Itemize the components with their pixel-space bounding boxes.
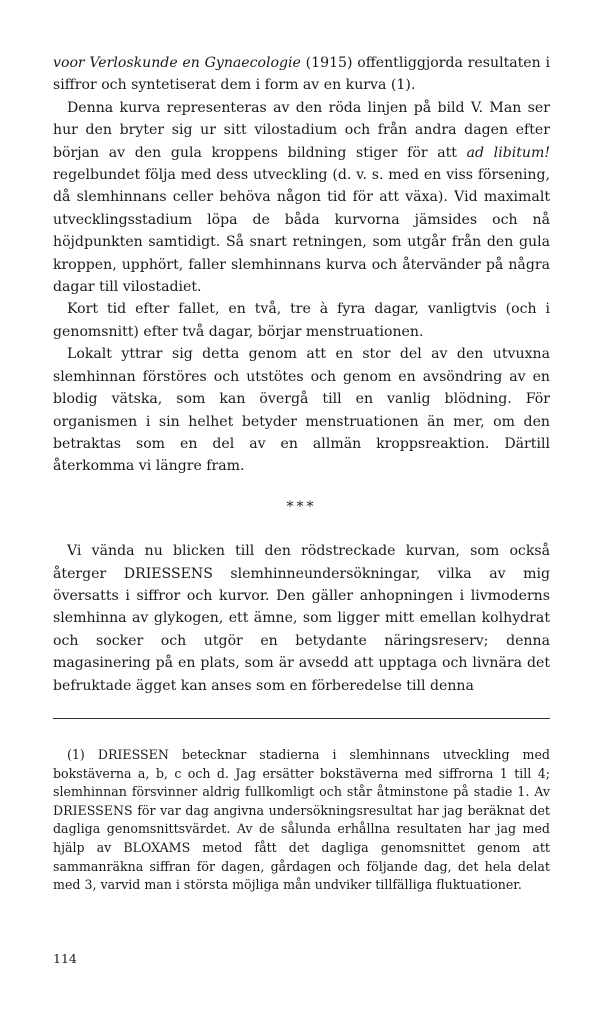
section-separator: *** xyxy=(286,498,317,515)
page-body xyxy=(53,52,550,697)
footnote-text: (1) DRIESSEN betecknar stadierna i slemhinnans utveckling med bokstäverna a, b, c och d. Jag ersätter bokstäverna med siffrorna 1 till 4; slemhinnan försvinner aldrig fullkomligt och står åtminstone på stadie 1. Av DRIESSENS för var dag angivna undersökningsresultat har jag beräknat det dagliga genomsnittsvärdet. Av de sålunda erhållna resultaten har jag med hjälp av BLOXAMS metod fått det dagliga genomsnittet genom att sammanräkna siffran för dagen, gårdagen och följande dag, det hela delat med 3, varvid man i största möjliga mån undviker tillfälliga fluktuationer. xyxy=(53,747,550,893)
paragraph xyxy=(53,540,550,697)
main-text xyxy=(53,52,550,697)
paragraph xyxy=(53,52,550,97)
paragraph xyxy=(53,97,550,299)
italic-phrase: ad libitum! xyxy=(466,144,550,161)
journal-title: voor Verloskunde en Gynaecologie xyxy=(53,55,301,71)
text-span: regelbundet följa med dess utveckling (d. v. s. med en viss försening, då slemhinnans celler behöva någon tid för att växa). Vid maximalt utvecklingsstadium löpa de båda kurvorna jämsides och nå höjdpunkten samtidigt. Så snart retningen, som utgår från den gula kroppen, upphört, faller slemhinnans kurva och återvänder på några dagar till vilostadiet. xyxy=(53,167,550,296)
paragraph xyxy=(53,343,550,477)
text-span: Kort tid efter fallet, en två, tre à fyra dagar, vanligtvis (och i genomsnitt) efter två dagar, börjar menstruationen. xyxy=(53,301,550,340)
text-span: Lokalt yttrar sig detta genom att en stor del av den utvuxna slemhinnan förstöres och utstötes och genom en avsöndring av en blodig vätska, som kan övergå till en vanlig blödning. För organismen i sin helhet betyder menstruationen än mer, om den betraktas som en del av en allmän kroppsreaktion. Därtill återkomma vi längre fram. xyxy=(53,346,550,475)
footnote-divider xyxy=(53,718,550,719)
text-span: (1915) offentliggjorda resultaten i siffror och syntetiserat dem i form av en kurva (1). xyxy=(53,55,550,94)
footnote xyxy=(53,746,550,895)
text-span: Denna kurva representeras av den röda linjen på bild V. Man ser hur den bryter sig ur sitt vilostadium och från andra dagen efter början av den gula kroppens bildning stiger för att xyxy=(53,99,550,161)
text-span: Vi vända nu blicken till den rödstreckade kurvan, som också återger DRIESSENS slemhinneundersökningar, vilka av mig översatts i siffror och kurvor. Den gäller anhopningen i livmoderns slemhinna av glykogen, ett ämne, som ligger mitt emellan kolhydrat och socker och utgör en betydante näringsreserv; denna magasinering på en plats, som är avsedd att upptaga och livnära det befruktade ägget kan anses som en förberedelse till denna xyxy=(53,543,550,694)
paragraph xyxy=(53,298,550,343)
page-number: 114 xyxy=(53,951,77,966)
